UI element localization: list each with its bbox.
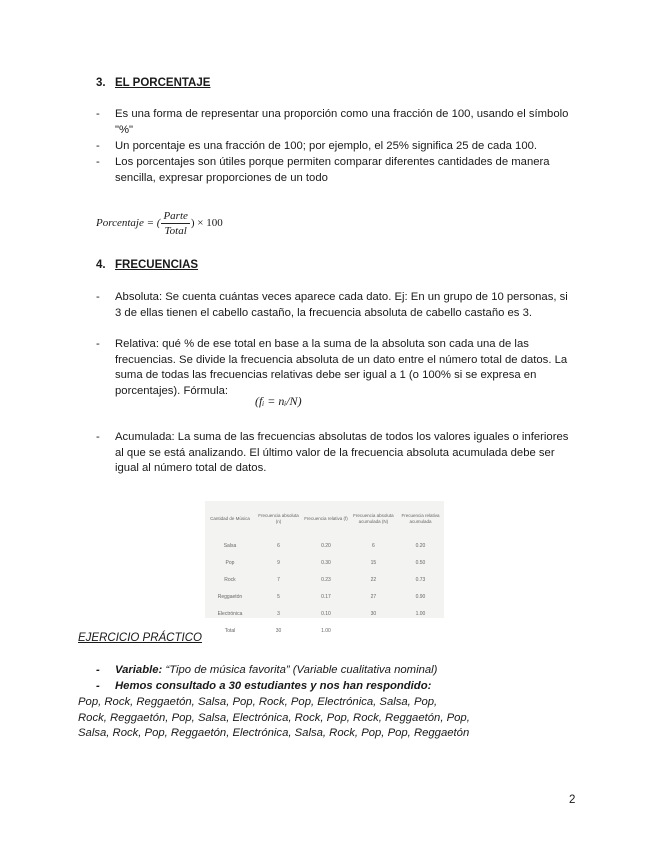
- section-4-bullet-absoluta: - Absoluta: Se cuenta cuántas veces aparece cada dato. Ej: En un grupo de 10 personas, si 3 de ellas tienen el cabello castaño, la frecuencia absoluta de cabello castaño es 3.: [96, 291, 568, 319]
- exercise-data-line-3: Salsa, Rock, Pop, Reggaetón, Electrónica, Salsa, Rock, Pop, Pop, Reggaetón: [78, 727, 470, 740]
- table-row: Rock 7 0.23 22 0.73: [224, 576, 426, 583]
- page-number: 2: [569, 794, 576, 806]
- table-row: Total 30 1.00: [205, 622, 444, 639]
- exercise-data-line-2: Rock, Reggaetón, Pop, Salsa, Electrónica, Rock, Pop, Rock, Reggaetón, Pop,: [78, 711, 470, 724]
- percentage-formula: Porcentaje = ( $\frac{\text{Parte}}{\text{Total}}$ ) × 100: [96, 210, 223, 237]
- variable-text: “Tipo de música favorita” (Variable cualitativa nominal): [162, 664, 438, 676]
- formula-numerator: Parte: [163, 210, 188, 222]
- exercise-data: [78, 695, 470, 742]
- section-4-heading: FRECUENCIAS: [115, 259, 199, 271]
- table-row: Salsa 6 0.20 6 0.20: [223, 542, 426, 549]
- section-4-title: [96, 259, 198, 271]
- section-3-bullet-2: - Un porcentaje es una fracción de 100; por ejemplo, el 25% significa 25 de cada 100.: [96, 140, 538, 152]
- exercise-consulta: - Hemos consultado a 30 estudiantes y nos han respondido:: [96, 680, 432, 692]
- section-3-heading: EL PORCENTAJE: [115, 77, 211, 89]
- frequency-table: [205, 501, 444, 634]
- section-3-number: 3.: [96, 77, 106, 89]
- exercise-title: EJERCICIO PRÁCTICO: [78, 632, 202, 644]
- table-row: Reggaetón 5 0.17 27 0.90: [217, 593, 426, 600]
- section-3-title: [96, 77, 210, 89]
- table-header-row: Cantidad de Música Frecuencia absoluta (n) Frecuencia relativa (f) Frecuencia absoluta acumulada (N) Frecuencia relativa acumulada: [210, 513, 440, 524]
- section-4-number: 4.: [96, 259, 106, 271]
- exercise-data-line-1: Pop, Rock, Reggaetón, Salsa, Pop, Rock, Pop, Electrónica, Salsa, Pop,: [78, 696, 438, 708]
- variable-label: Variable:: [115, 664, 163, 676]
- exercise-variable: - Variable: “Tipo de música favorita” (Variable cualitativa nominal): [96, 664, 438, 676]
- section-4-bullet-acumulada: - Acumulada: La suma de las frecuencias absolutas de todos los valores iguales o inferiores al que se está analizando. El último valor de la frecuencia absoluta acumulada debe ser igual al número total de datos.: [96, 431, 569, 474]
- relative-frequency-formula: (fᵢ = nᵢ/N): [255, 394, 302, 408]
- section-4-bullet-relativa: - Relativa: qué % de ese total en base a la suma de la absoluta son cada una de las frecuencias. Se divide la frecuencia absoluta de un dato entre el número total de datos. La suma de todas las frecuencias relativas debe ser igual a 1 (o 100% si se expresa en porcentajes). Fórmula:: [96, 338, 568, 397]
- table-row: Pop 9 0.30 15 0.50: [225, 559, 426, 566]
- section-3-bullet-3: - Los porcentajes son útiles porque permiten comparar diferentes cantidades de manera sencilla, expresar proporciones de un todo: [96, 156, 550, 184]
- table-row: Electrónica 3 0.10 30 1.00: [217, 610, 426, 617]
- formula-denominator: Total: [164, 225, 187, 237]
- section-3-bullet-1: - Es una forma de representar una proporción como una fracción de 100, usando el símbolo "%": [96, 108, 569, 136]
